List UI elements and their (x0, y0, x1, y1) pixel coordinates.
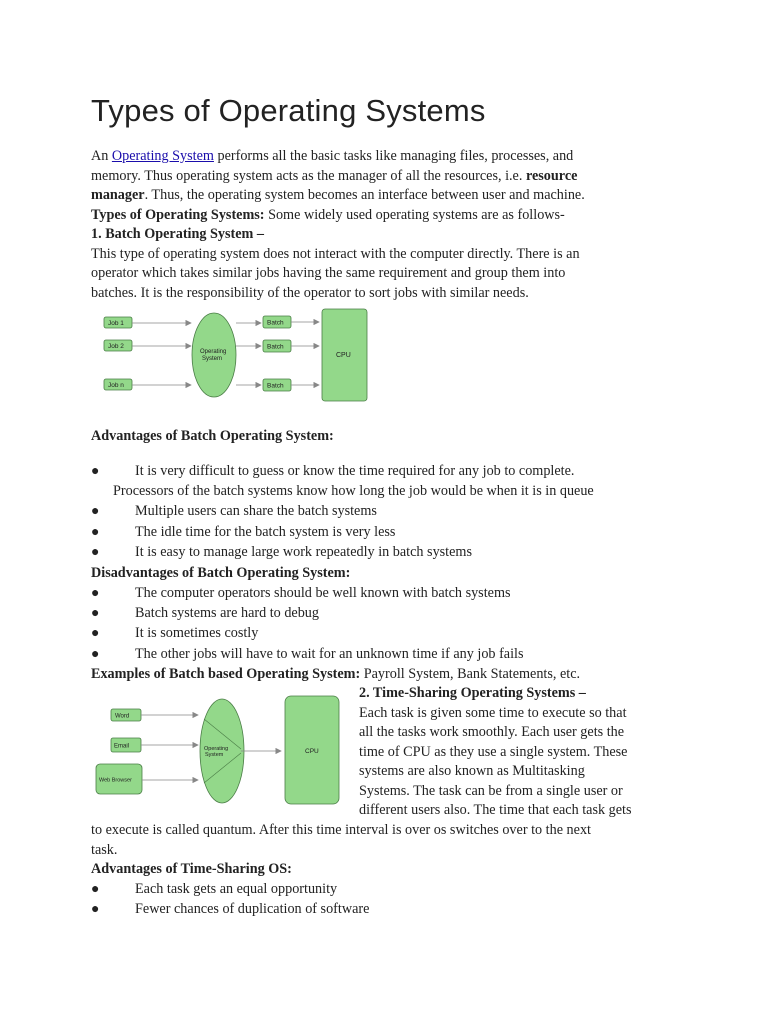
operating-system-ellipse (192, 313, 236, 397)
batch-desc-1: This type of operating system does not interact with the computer directly. There is an (91, 245, 580, 262)
cpu-label: CPU (305, 748, 319, 755)
list-item (91, 584, 711, 604)
os-label: Operating (204, 746, 229, 752)
ts-adv-heading-text: Advantages of Time-Sharing OS: (91, 861, 292, 877)
bullet-icon: ● (91, 544, 100, 560)
examples-bold: Examples of Batch based Operating System: (91, 666, 361, 682)
list-item-continuation: Processors of the batch systems know how long the job would be when it is in queue (113, 482, 594, 499)
bullet-icon: ● (91, 524, 100, 540)
list-item-text: Batch systems are hard to debug (135, 605, 319, 622)
timesharing-line: to execute is called quantum. After this time interval is over os switches over to the next (91, 822, 591, 838)
job-label: Job n (108, 382, 124, 389)
intro-line-1 (91, 147, 691, 167)
intro-text: performs all the basic tasks like managing files, processes, and (213, 148, 574, 164)
list-item (91, 462, 711, 502)
list-item-text: Fewer chances of duplication of software (135, 901, 370, 918)
timesharing-line: Systems. The task can be from a single user or (359, 782, 623, 799)
intro-bold: resource (522, 167, 578, 184)
list-item (91, 502, 711, 522)
operating-system-link[interactable]: Operating System (111, 148, 214, 164)
timesharing-line: systems are also known as Multitasking (359, 763, 585, 779)
list-item-text: Multiple users can share the batch systems (135, 503, 377, 520)
list-item-text: The other jobs will have to wait for an unknown time if any job fails (135, 645, 524, 662)
batch-dis-heading (91, 564, 691, 584)
intro-line-2 (91, 167, 691, 187)
batch-label: Batch (267, 343, 284, 351)
batch-adv-heading-text: Advantages of Batch Operating System: (91, 428, 334, 444)
app-label: Web Browser (99, 777, 132, 784)
intro-bold: manager (91, 187, 145, 203)
os-label: System (205, 752, 224, 758)
bullet-icon: ● (91, 586, 100, 601)
list-item-text: The idle time for the batch system is very less (135, 523, 396, 540)
bullet-icon: ● (91, 606, 100, 622)
bullet-icon: ● (91, 504, 100, 520)
list-item-text: It is very difficult to guess or know the time required for any job to complete. (135, 463, 575, 479)
batch-adv-heading (91, 427, 691, 447)
intro-paragraph (91, 147, 691, 303)
intro-text: An (91, 148, 112, 164)
timesharing-line: different users also. The time that each task gets (359, 802, 632, 818)
timesharing-heading-text: 2. Time-Sharing Operating Systems – (359, 685, 586, 701)
intro-text: memory. Thus operating system acts as the manager of all the resources, i.e. (91, 167, 523, 184)
timesharing-side-text (359, 684, 679, 821)
batch-label: Batch (267, 382, 284, 390)
batch-heading-text: 1. Batch Operating System – (91, 226, 265, 242)
list-item-text: Each task gets an equal opportunity (135, 881, 338, 897)
intro-line-3 (91, 186, 691, 206)
ts-adv-heading (91, 860, 691, 880)
types-line (91, 206, 691, 226)
list-item (91, 604, 711, 624)
bullet-icon: ● (91, 902, 100, 918)
list-item (91, 645, 711, 665)
list-item-text: The computer operators should be well known with batch systems (135, 585, 511, 601)
batch-desc-3: batches. It is the responsibility of the operator to sort jobs with similar needs. (91, 284, 529, 301)
timesharing-line: all the tasks work smoothly. Each user gets the (359, 724, 625, 740)
timesharing-advantages-list (91, 880, 711, 920)
timesharing-full-text (91, 821, 691, 880)
app-label: Email (114, 743, 130, 750)
timesharing-line: task. (91, 841, 118, 858)
timesharing-diagram (91, 694, 351, 808)
examples-text: Payroll System, Bank Statements, etc. (360, 666, 581, 682)
batch-os-diagram (91, 305, 373, 415)
list-item (91, 624, 711, 644)
list-item (91, 880, 711, 900)
list-item (91, 543, 711, 563)
job-label: Job 1 (108, 320, 124, 327)
batch-examples (91, 665, 691, 685)
intro-text: . Thus, the operating system becomes an interface between user and machine. (144, 187, 585, 203)
bullet-icon: ● (91, 464, 100, 479)
list-item-text: It is sometimes costly (135, 625, 259, 642)
batch-disadvantages-list (91, 584, 711, 665)
job-label: Job 2 (108, 343, 124, 350)
app-label: Word (115, 713, 130, 720)
timesharing-heading (359, 684, 679, 704)
timesharing-line: time of CPU as they use a single system. These (359, 743, 628, 760)
list-item-text: It is easy to manage large work repeatedly in batch systems (135, 543, 472, 560)
batch-heading (91, 225, 691, 245)
types-text: Some widely used operating systems are as follows- (264, 206, 565, 223)
bullet-icon: ● (91, 646, 100, 662)
types-bold: Types of Operating Systems: (91, 206, 265, 223)
list-item (91, 523, 711, 543)
bullet-icon: ● (91, 626, 100, 642)
os-label: Operating (200, 349, 227, 355)
bullet-icon: ● (91, 882, 100, 897)
list-item (91, 900, 711, 920)
batch-desc-2: operator which takes similar jobs having the same requirement and group them into (91, 265, 566, 281)
batch-advantages-list (91, 462, 711, 563)
timesharing-line: Each task is given some time to execute so that (359, 704, 627, 721)
os-label: System (202, 356, 223, 362)
batch-label: Batch (267, 319, 284, 327)
cpu-label: CPU (336, 352, 351, 359)
batch-dis-heading-text: Disadvantages of Batch Operating System: (91, 565, 351, 581)
page-title: Types of Operating Systems (91, 93, 486, 128)
